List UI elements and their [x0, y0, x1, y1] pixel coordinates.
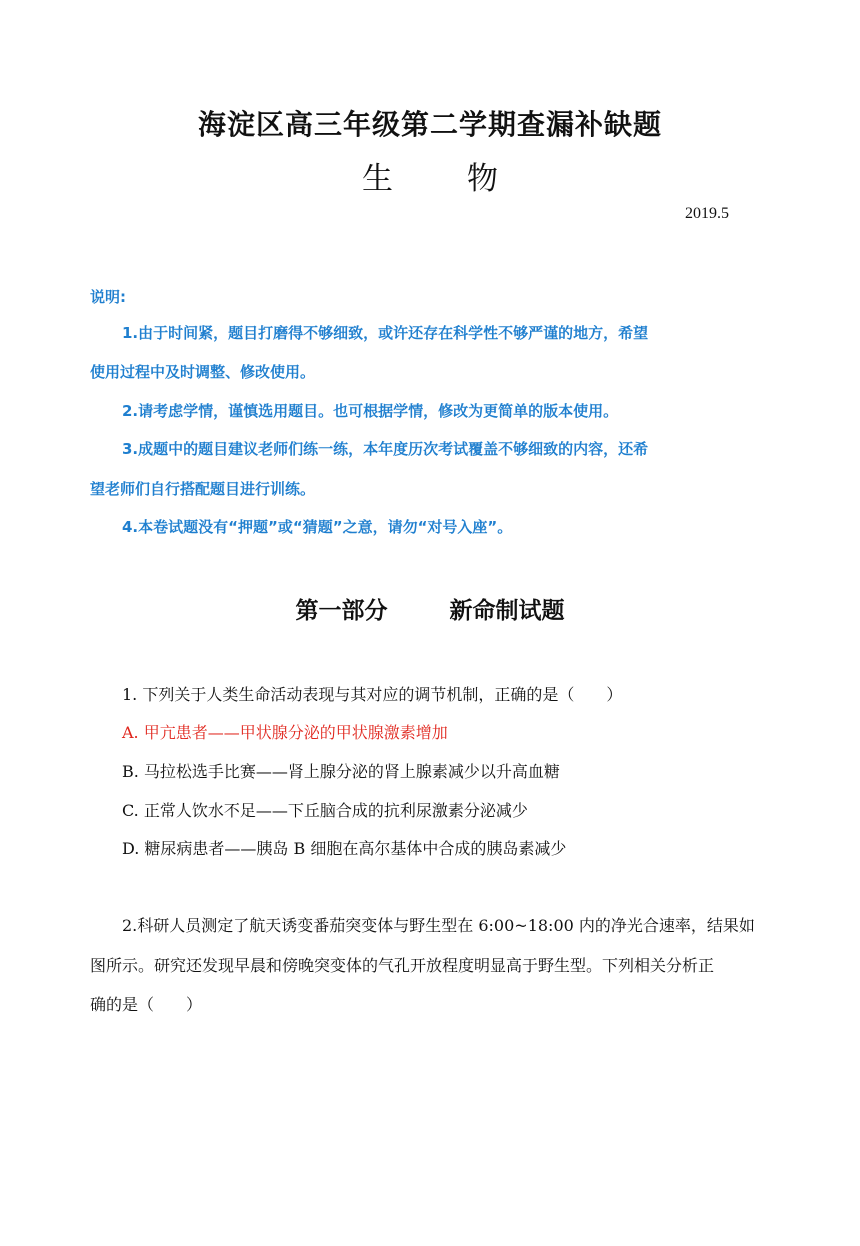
question-2-line-2: 图所示。研究还发现早晨和傍晚突变体的气孔开放程度明显高于野生型。下列相关分析正: [90, 956, 715, 975]
note-line-3: 2.请考虑学情，谨慎选用题目。也可根据学情，修改为更简单的版本使用。: [122, 402, 619, 420]
note-line-2: 使用过程中及时调整、修改使用。: [90, 363, 316, 381]
question-2-line-3: 确的是（ ）: [90, 995, 203, 1014]
note-line-1: 1.由于时间紧，题目打磨得不够细致，或许还存在科学性不够严谨的地方，希望: [122, 324, 649, 342]
question-2-line-1: 2.科研人员测定了航天诱变番茄突变体与野生型在 6:00~18:00 内的净光合速率，结果如: [122, 916, 755, 935]
note-line-6: 4.本卷试题没有“押题”或“猜题”之意，请勿“对号入座”。: [122, 518, 513, 536]
subject-heading: [0, 153, 860, 198]
question-1-option-a: A. 甲亢患者——甲状腺分泌的甲状腺激素增加: [122, 723, 448, 742]
subject-char-1: 生: [362, 161, 393, 197]
question-1-option-b: B. 马拉松选手比赛——肾上腺分泌的肾上腺素减少以升高血糖: [122, 762, 560, 781]
note-line-5: 望老师们自行搭配题目进行训练。: [90, 480, 316, 498]
section-part: 第一部分: [295, 598, 388, 624]
question-1-option-c: C. 正常人饮水不足——下丘脑合成的抗利尿激素分泌减少: [122, 801, 528, 820]
document-title: 海淀区高三年级第二学期查漏补缺题: [197, 108, 662, 141]
question-1-option-d: D. 糖尿病患者——胰岛 B 细胞在高尔基体中合成的胰岛素减少: [122, 839, 567, 858]
notes-heading: 说明:: [90, 288, 126, 306]
section-heading: [0, 592, 860, 625]
note-line-4: 3.成题中的题目建议老师们练一练，本年度历次考试覆盖不够细致的内容，还希: [122, 440, 649, 458]
subject-char-2: 物: [467, 161, 498, 197]
document-date: 2019.5: [685, 205, 729, 222]
section-name: 新命制试题: [449, 598, 565, 624]
question-1-stem: 1. 下列关于人类生命活动表现与其对应的调节机制，正确的是（ ）: [122, 685, 623, 704]
